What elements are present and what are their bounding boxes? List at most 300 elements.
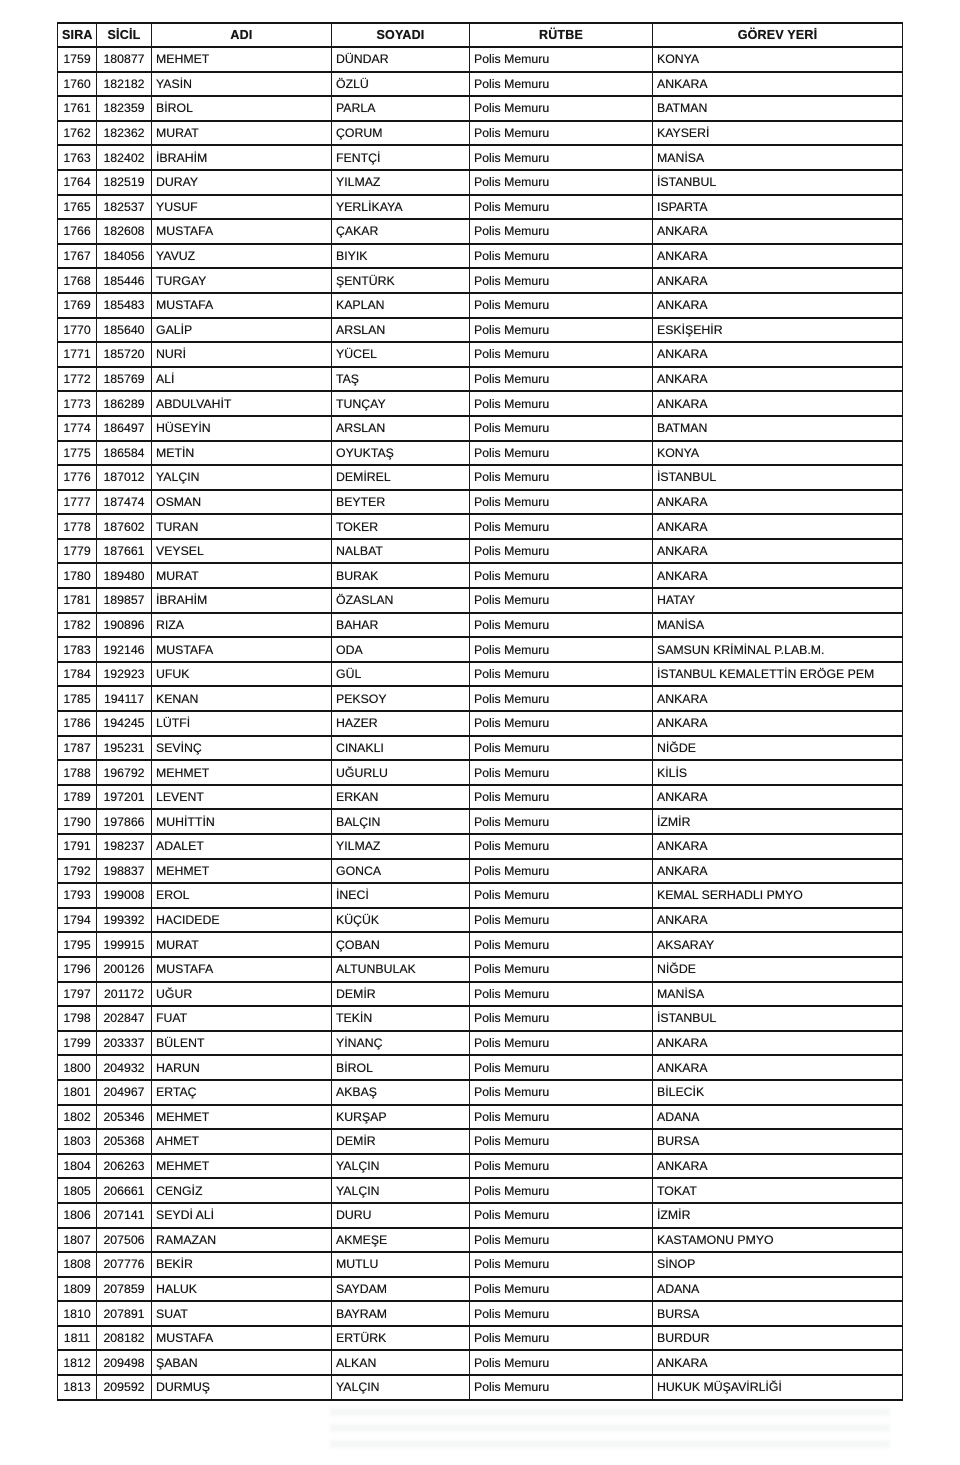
cell-sira: 1779 [58, 539, 97, 564]
cell-soyadi: KURŞAP [332, 1105, 470, 1130]
table-row [58, 1301, 903, 1326]
cell-sicil: 187602 [97, 514, 152, 539]
cell-adi: YALÇIN [152, 465, 332, 490]
cell-soyadi: DEMİR [332, 1129, 470, 1154]
cell-soyadi: AKBAŞ [332, 1080, 470, 1105]
cell-gorev-yeri: KİLİS [653, 760, 903, 785]
cell-sicil: 209592 [97, 1375, 152, 1400]
cell-sira: 1786 [58, 711, 97, 736]
cell-sira: 1777 [58, 490, 97, 515]
cell-sira: 1790 [58, 809, 97, 834]
table-row [58, 47, 903, 72]
column-header-rutbe: RÜTBE [470, 23, 653, 47]
cell-soyadi: YALÇIN [332, 1154, 470, 1179]
cell-sicil: 187012 [97, 465, 152, 490]
cell-sira: 1800 [58, 1055, 97, 1080]
cell-adi: MUSTAFA [152, 637, 332, 662]
table-row [58, 686, 903, 711]
cell-sira: 1763 [58, 145, 97, 170]
cell-gorev-yeri: İSTANBUL [653, 465, 903, 490]
table-row [58, 1105, 903, 1130]
table-row [58, 637, 903, 662]
cell-adi: SEVİNÇ [152, 736, 332, 761]
cell-soyadi: GÜL [332, 662, 470, 687]
cell-adi: BÜLENT [152, 1031, 332, 1056]
cell-sira: 1812 [58, 1350, 97, 1375]
cell-sira: 1768 [58, 268, 97, 293]
cell-sicil: 198237 [97, 834, 152, 859]
cell-adi: MURAT [152, 563, 332, 588]
cell-sicil: 185446 [97, 268, 152, 293]
cell-rutbe: Polis Memuru [470, 982, 653, 1007]
cell-soyadi: ODA [332, 637, 470, 662]
cell-rutbe: Polis Memuru [470, 760, 653, 785]
cell-sicil: 194117 [97, 686, 152, 711]
cell-gorev-yeri: ADANA [653, 1105, 903, 1130]
cell-adi: HALUK [152, 1277, 332, 1302]
cell-rutbe: Polis Memuru [470, 145, 653, 170]
cell-sicil: 208182 [97, 1326, 152, 1351]
cell-gorev-yeri: ANKARA [653, 711, 903, 736]
cell-sicil: 187474 [97, 490, 152, 515]
cell-rutbe: Polis Memuru [470, 834, 653, 859]
cell-gorev-yeri: ANKARA [653, 1055, 903, 1080]
cell-soyadi: KÜÇÜK [332, 908, 470, 933]
cell-sicil: 205346 [97, 1105, 152, 1130]
cell-sira: 1795 [58, 932, 97, 957]
cell-rutbe: Polis Memuru [470, 1178, 653, 1203]
table-row [58, 490, 903, 515]
cell-sicil: 201172 [97, 982, 152, 1007]
cell-gorev-yeri: İSTANBUL KEMALETTİN ERÖGE PEM [653, 662, 903, 687]
cell-sicil: 182519 [97, 170, 152, 195]
cell-soyadi: BİROL [332, 1055, 470, 1080]
page-bleedthrough-artifact [330, 1408, 890, 1456]
cell-adi: LEVENT [152, 785, 332, 810]
cell-sira: 1784 [58, 662, 97, 687]
cell-rutbe: Polis Memuru [470, 244, 653, 269]
table-row [58, 1203, 903, 1228]
cell-sicil: 207859 [97, 1277, 152, 1302]
cell-gorev-yeri: ANKARA [653, 539, 903, 564]
cell-gorev-yeri: NİĞDE [653, 957, 903, 982]
cell-sira: 1785 [58, 686, 97, 711]
table-row [58, 342, 903, 367]
cell-sicil: 186289 [97, 391, 152, 416]
cell-soyadi: DEMİREL [332, 465, 470, 490]
cell-gorev-yeri: KAYSERİ [653, 121, 903, 146]
personnel-table [57, 22, 903, 1401]
cell-rutbe: Polis Memuru [470, 1326, 653, 1351]
table-row [58, 318, 903, 343]
cell-rutbe: Polis Memuru [470, 736, 653, 761]
table-row [58, 1277, 903, 1302]
cell-sicil: 186497 [97, 416, 152, 441]
table-row [58, 1326, 903, 1351]
cell-gorev-yeri: MANİSA [653, 145, 903, 170]
cell-sicil: 184056 [97, 244, 152, 269]
cell-rutbe: Polis Memuru [470, 1228, 653, 1253]
cell-soyadi: ÇOBAN [332, 932, 470, 957]
cell-soyadi: UĞURLU [332, 760, 470, 785]
cell-gorev-yeri: AKSARAY [653, 932, 903, 957]
cell-rutbe: Polis Memuru [470, 957, 653, 982]
cell-sicil: 189480 [97, 563, 152, 588]
cell-soyadi: İNECİ [332, 883, 470, 908]
cell-rutbe: Polis Memuru [470, 686, 653, 711]
cell-rutbe: Polis Memuru [470, 195, 653, 220]
cell-sira: 1792 [58, 859, 97, 884]
cell-gorev-yeri: İZMİR [653, 1203, 903, 1228]
cell-sicil: 192923 [97, 662, 152, 687]
cell-rutbe: Polis Memuru [470, 1350, 653, 1375]
cell-soyadi: BEYTER [332, 490, 470, 515]
cell-adi: MUSTAFA [152, 1326, 332, 1351]
cell-sira: 1793 [58, 883, 97, 908]
cell-sira: 1799 [58, 1031, 97, 1056]
cell-rutbe: Polis Memuru [470, 47, 653, 72]
cell-rutbe: Polis Memuru [470, 588, 653, 613]
cell-adi: MURAT [152, 932, 332, 957]
cell-sicil: 198837 [97, 859, 152, 884]
table-header-row [58, 23, 903, 47]
cell-soyadi: AKMEŞE [332, 1228, 470, 1253]
cell-soyadi: DURU [332, 1203, 470, 1228]
cell-sira: 1807 [58, 1228, 97, 1253]
cell-soyadi: TOKER [332, 514, 470, 539]
table-row [58, 588, 903, 613]
cell-sicil: 185640 [97, 318, 152, 343]
cell-adi: İBRAHİM [152, 145, 332, 170]
cell-gorev-yeri: ADANA [653, 1277, 903, 1302]
cell-rutbe: Polis Memuru [470, 121, 653, 146]
cell-sira: 1771 [58, 342, 97, 367]
cell-rutbe: Polis Memuru [470, 293, 653, 318]
table-row [58, 1375, 903, 1400]
cell-adi: YAVUZ [152, 244, 332, 269]
cell-adi: NURİ [152, 342, 332, 367]
cell-soyadi: ARSLAN [332, 416, 470, 441]
table-row [58, 145, 903, 170]
cell-sira: 1802 [58, 1105, 97, 1130]
cell-rutbe: Polis Memuru [470, 637, 653, 662]
cell-rutbe: Polis Memuru [470, 908, 653, 933]
cell-adi: RIZA [152, 613, 332, 638]
table-row [58, 441, 903, 466]
cell-sira: 1760 [58, 72, 97, 97]
cell-gorev-yeri: ANKARA [653, 785, 903, 810]
cell-soyadi: FENTÇİ [332, 145, 470, 170]
cell-gorev-yeri: ANKARA [653, 293, 903, 318]
cell-rutbe: Polis Memuru [470, 1203, 653, 1228]
cell-sira: 1775 [58, 441, 97, 466]
cell-rutbe: Polis Memuru [470, 932, 653, 957]
cell-gorev-yeri: KASTAMONU PMYO [653, 1228, 903, 1253]
cell-adi: MEHMET [152, 1154, 332, 1179]
cell-soyadi: DÜNDAR [332, 47, 470, 72]
table-row [58, 1178, 903, 1203]
cell-gorev-yeri: KONYA [653, 441, 903, 466]
cell-gorev-yeri: ANKARA [653, 72, 903, 97]
cell-gorev-yeri: TOKAT [653, 1178, 903, 1203]
cell-adi: DURMUŞ [152, 1375, 332, 1400]
cell-gorev-yeri: ANKARA [653, 834, 903, 859]
cell-adi: UĞUR [152, 982, 332, 1007]
cell-sira: 1805 [58, 1178, 97, 1203]
cell-rutbe: Polis Memuru [470, 1031, 653, 1056]
cell-sira: 1778 [58, 514, 97, 539]
cell-adi: HACIDEDE [152, 908, 332, 933]
cell-rutbe: Polis Memuru [470, 72, 653, 97]
cell-rutbe: Polis Memuru [470, 809, 653, 834]
table-row [58, 760, 903, 785]
cell-soyadi: TEKİN [332, 1006, 470, 1031]
cell-gorev-yeri: ANKARA [653, 342, 903, 367]
cell-sicil: 185720 [97, 342, 152, 367]
cell-adi: MUHİTTİN [152, 809, 332, 834]
cell-sicil: 207891 [97, 1301, 152, 1326]
cell-gorev-yeri: BİLECİK [653, 1080, 903, 1105]
cell-soyadi: PARLA [332, 96, 470, 121]
cell-rutbe: Polis Memuru [470, 613, 653, 638]
cell-sicil: 182359 [97, 96, 152, 121]
cell-rutbe: Polis Memuru [470, 859, 653, 884]
cell-sicil: 199915 [97, 932, 152, 957]
cell-soyadi: YILMAZ [332, 834, 470, 859]
table-row [58, 711, 903, 736]
cell-adi: GALİP [152, 318, 332, 343]
cell-soyadi: ARSLAN [332, 318, 470, 343]
cell-adi: LÜTFİ [152, 711, 332, 736]
cell-rutbe: Polis Memuru [470, 367, 653, 392]
cell-sicil: 187661 [97, 539, 152, 564]
table-row [58, 1055, 903, 1080]
cell-rutbe: Polis Memuru [470, 1105, 653, 1130]
cell-sira: 1783 [58, 637, 97, 662]
cell-sicil: 209498 [97, 1350, 152, 1375]
cell-soyadi: YALÇIN [332, 1178, 470, 1203]
cell-gorev-yeri: İSTANBUL [653, 1006, 903, 1031]
cell-sicil: 182537 [97, 195, 152, 220]
cell-soyadi: MUTLU [332, 1252, 470, 1277]
cell-gorev-yeri: ANKARA [653, 1350, 903, 1375]
cell-adi: HARUN [152, 1055, 332, 1080]
cell-sicil: 200126 [97, 957, 152, 982]
cell-rutbe: Polis Memuru [470, 1154, 653, 1179]
cell-soyadi: ERTÜRK [332, 1326, 470, 1351]
cell-gorev-yeri: KONYA [653, 47, 903, 72]
cell-gorev-yeri: ANKARA [653, 686, 903, 711]
cell-sicil: 186584 [97, 441, 152, 466]
table-row [58, 514, 903, 539]
cell-soyadi: BAYRAM [332, 1301, 470, 1326]
cell-sira: 1798 [58, 1006, 97, 1031]
cell-rutbe: Polis Memuru [470, 1252, 653, 1277]
cell-adi: HÜSEYİN [152, 416, 332, 441]
cell-rutbe: Polis Memuru [470, 318, 653, 343]
cell-sira: 1772 [58, 367, 97, 392]
cell-soyadi: BURAK [332, 563, 470, 588]
cell-sira: 1764 [58, 170, 97, 195]
cell-rutbe: Polis Memuru [470, 342, 653, 367]
cell-sira: 1759 [58, 47, 97, 72]
table-row [58, 662, 903, 687]
cell-gorev-yeri: İSTANBUL [653, 170, 903, 195]
cell-adi: ERTAÇ [152, 1080, 332, 1105]
cell-rutbe: Polis Memuru [470, 219, 653, 244]
cell-sicil: 197201 [97, 785, 152, 810]
cell-adi: METİN [152, 441, 332, 466]
cell-gorev-yeri: ANKARA [653, 490, 903, 515]
cell-soyadi: BIYIK [332, 244, 470, 269]
cell-soyadi: ERKAN [332, 785, 470, 810]
table-row [58, 1350, 903, 1375]
table-row [58, 96, 903, 121]
column-header-soyadi: SOYADI [332, 23, 470, 47]
cell-rutbe: Polis Memuru [470, 883, 653, 908]
cell-soyadi: ALTUNBULAK [332, 957, 470, 982]
cell-adi: BEKİR [152, 1252, 332, 1277]
cell-soyadi: BAHAR [332, 613, 470, 638]
table-row [58, 834, 903, 859]
cell-gorev-yeri: HUKUK MÜŞAVİRLİĞİ [653, 1375, 903, 1400]
table-row [58, 268, 903, 293]
cell-sicil: 182402 [97, 145, 152, 170]
cell-rutbe: Polis Memuru [470, 268, 653, 293]
cell-adi: YUSUF [152, 195, 332, 220]
cell-rutbe: Polis Memuru [470, 391, 653, 416]
cell-sicil: 206661 [97, 1178, 152, 1203]
cell-adi: EROL [152, 883, 332, 908]
cell-rutbe: Polis Memuru [470, 96, 653, 121]
cell-gorev-yeri: ANKARA [653, 563, 903, 588]
cell-sira: 1762 [58, 121, 97, 146]
cell-rutbe: Polis Memuru [470, 1277, 653, 1302]
cell-rutbe: Polis Memuru [470, 490, 653, 515]
cell-gorev-yeri: ANKARA [653, 1031, 903, 1056]
cell-sicil: 197866 [97, 809, 152, 834]
cell-gorev-yeri: MANİSA [653, 982, 903, 1007]
cell-sicil: 182182 [97, 72, 152, 97]
table-row [58, 1154, 903, 1179]
cell-gorev-yeri: SAMSUN KRİMİNAL P.LAB.M. [653, 637, 903, 662]
cell-soyadi: ÇAKAR [332, 219, 470, 244]
cell-sira: 1766 [58, 219, 97, 244]
cell-sira: 1781 [58, 588, 97, 613]
table-row [58, 736, 903, 761]
cell-adi: CENGİZ [152, 1178, 332, 1203]
cell-adi: FUAT [152, 1006, 332, 1031]
cell-sira: 1801 [58, 1080, 97, 1105]
cell-adi: İBRAHİM [152, 588, 332, 613]
cell-sira: 1813 [58, 1375, 97, 1400]
table-row [58, 982, 903, 1007]
cell-soyadi: YALÇIN [332, 1375, 470, 1400]
cell-sicil: 182608 [97, 219, 152, 244]
cell-adi: TURGAY [152, 268, 332, 293]
cell-sira: 1774 [58, 416, 97, 441]
table-row [58, 613, 903, 638]
table-row [58, 416, 903, 441]
cell-rutbe: Polis Memuru [470, 465, 653, 490]
table-row [58, 1031, 903, 1056]
cell-sira: 1770 [58, 318, 97, 343]
cell-sira: 1769 [58, 293, 97, 318]
table-row [58, 1006, 903, 1031]
cell-sira: 1809 [58, 1277, 97, 1302]
cell-sicil: 192146 [97, 637, 152, 662]
cell-adi: SUAT [152, 1301, 332, 1326]
cell-sicil: 199008 [97, 883, 152, 908]
cell-gorev-yeri: BURSA [653, 1301, 903, 1326]
cell-gorev-yeri: MANİSA [653, 613, 903, 638]
table-row [58, 859, 903, 884]
cell-soyadi: HAZER [332, 711, 470, 736]
table-row [58, 563, 903, 588]
cell-soyadi: ÖZLÜ [332, 72, 470, 97]
cell-sicil: 189857 [97, 588, 152, 613]
cell-rutbe: Polis Memuru [470, 785, 653, 810]
cell-sira: 1788 [58, 760, 97, 785]
cell-soyadi: YILMAZ [332, 170, 470, 195]
column-header-gorev-yeri: GÖREV YERİ [653, 23, 903, 47]
table-row [58, 809, 903, 834]
cell-sira: 1811 [58, 1326, 97, 1351]
cell-sicil: 207776 [97, 1252, 152, 1277]
cell-rutbe: Polis Memuru [470, 1375, 653, 1400]
cell-sicil: 202847 [97, 1006, 152, 1031]
cell-gorev-yeri: ESKİŞEHİR [653, 318, 903, 343]
cell-soyadi: YÜCEL [332, 342, 470, 367]
cell-sicil: 180877 [97, 47, 152, 72]
cell-adi: YASİN [152, 72, 332, 97]
cell-adi: RAMAZAN [152, 1228, 332, 1253]
cell-sicil: 206263 [97, 1154, 152, 1179]
cell-rutbe: Polis Memuru [470, 711, 653, 736]
cell-soyadi: DEMİR [332, 982, 470, 1007]
cell-gorev-yeri: ANKARA [653, 268, 903, 293]
cell-soyadi: KAPLAN [332, 293, 470, 318]
cell-rutbe: Polis Memuru [470, 441, 653, 466]
cell-gorev-yeri: ANKARA [653, 908, 903, 933]
column-header-sira: SIRA [58, 23, 97, 47]
cell-sira: 1794 [58, 908, 97, 933]
cell-adi: DURAY [152, 170, 332, 195]
cell-sira: 1782 [58, 613, 97, 638]
cell-sira: 1806 [58, 1203, 97, 1228]
table-row [58, 293, 903, 318]
cell-gorev-yeri: BATMAN [653, 416, 903, 441]
cell-sicil: 207506 [97, 1228, 152, 1253]
table-row [58, 883, 903, 908]
cell-rutbe: Polis Memuru [470, 1006, 653, 1031]
table-row [58, 539, 903, 564]
cell-adi: MEHMET [152, 760, 332, 785]
cell-soyadi: ÖZASLAN [332, 588, 470, 613]
cell-sira: 1796 [58, 957, 97, 982]
table-row [58, 72, 903, 97]
cell-soyadi: YERLİKAYA [332, 195, 470, 220]
cell-sira: 1765 [58, 195, 97, 220]
cell-rutbe: Polis Memuru [470, 514, 653, 539]
cell-adi: MUSTAFA [152, 293, 332, 318]
column-header-adi: ADI [152, 23, 332, 47]
cell-soyadi: PEKSOY [332, 686, 470, 711]
table-row [58, 121, 903, 146]
cell-sicil: 190896 [97, 613, 152, 638]
table-row [58, 465, 903, 490]
cell-adi: OSMAN [152, 490, 332, 515]
